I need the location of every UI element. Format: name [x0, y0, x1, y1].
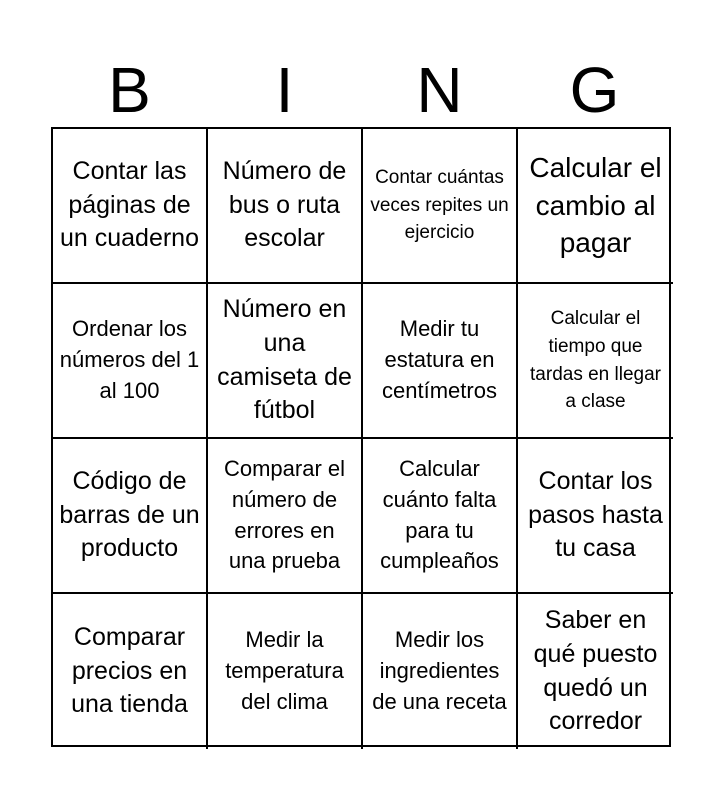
bingo-cell[interactable]: Saber en qué puesto quedó un corredor — [533, 606, 658, 736]
bingo-cell[interactable]: Contar los pasos hasta tu casa — [518, 439, 673, 594]
bingo-cell[interactable]: Número de bus o ruta escolar — [208, 129, 363, 284]
bingo-card-grid — [51, 127, 671, 747]
bingo-cell[interactable]: Ordenar los números del 1 al 100 — [53, 284, 208, 439]
bingo-cell[interactable]: Número en una camiseta de fútbol — [208, 284, 363, 439]
bingo-cell[interactable]: Calcular el cambio al pagar — [518, 129, 673, 284]
bingo-header — [52, 52, 672, 128]
bingo-cell[interactable]: Comparar precios en una tienda — [53, 594, 208, 749]
bingo-cell[interactable]: Medir tu estatura en centímetros — [363, 284, 518, 439]
header-letter-n: N — [416, 54, 463, 126]
bingo-cell[interactable]: Contar las páginas de un cuaderno — [53, 129, 208, 284]
bingo-cell[interactable]: Contar cuántas veces repites un ejercicio — [363, 129, 518, 284]
header-letter-b: B — [108, 54, 151, 126]
bingo-cell[interactable]: Comparar el número de errores en una prueba — [208, 439, 363, 594]
bingo-cell[interactable]: Código de barras de un producto — [53, 439, 208, 594]
header-letter-i: I — [275, 54, 294, 126]
bingo-cell[interactable]: Medir la temperatura del clima — [208, 594, 363, 749]
bingo-cell[interactable]: Calcular cuánto falta para tu cumpleaños — [363, 439, 518, 594]
bingo-cell[interactable]: Calcular el tiempo que tardas en llegar a clase — [518, 284, 673, 439]
bingo-cell[interactable]: Medir los ingredientes de una receta — [363, 594, 518, 749]
header-letter-g: G — [569, 54, 620, 126]
